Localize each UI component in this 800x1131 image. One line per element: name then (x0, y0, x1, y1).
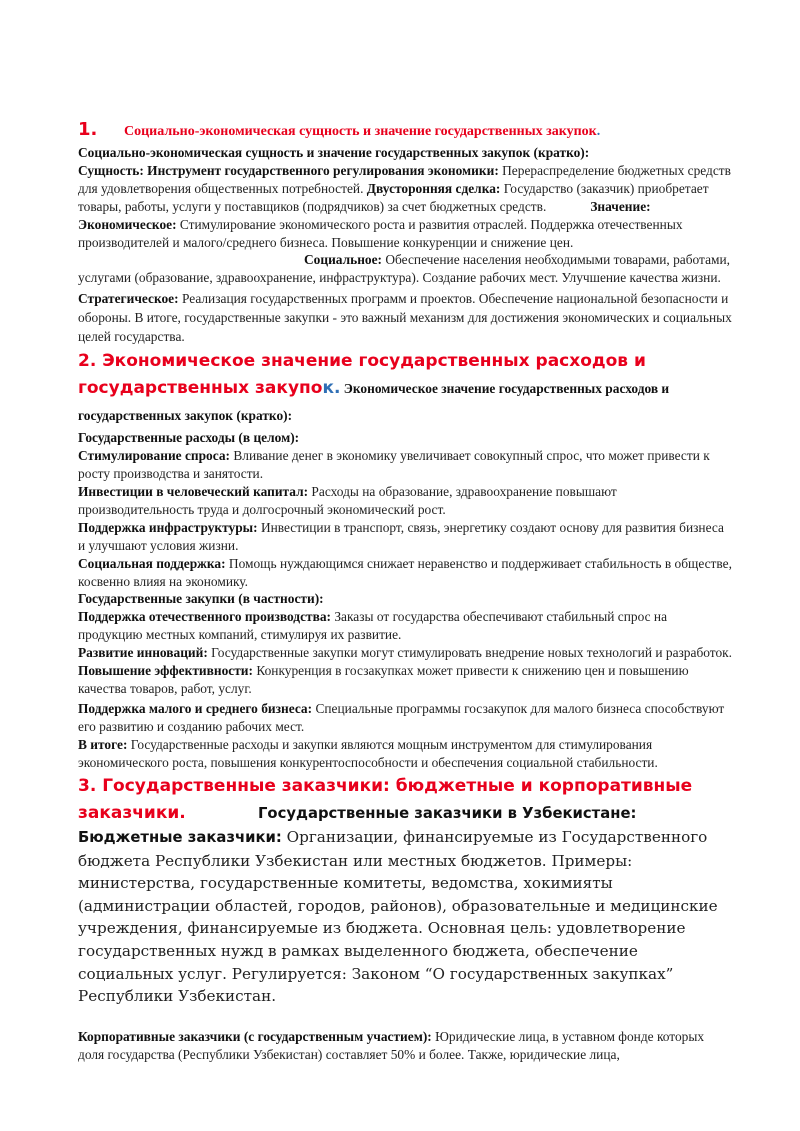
social-label: Социальное: (304, 252, 383, 268)
procure-summary: В итоге: Государственные расходы и закупки являются мощным инструментом для стимулирования экономического роста, повышения конкурентоспособности и обеспечения социальной стабильности. (78, 736, 658, 770)
section-1-heading (78, 120, 732, 142)
strategic-label: Стратегическое: (78, 291, 179, 307)
section-2-inline-title: Экономическое значение государственных расходов и государственных закупок (кратко): (78, 381, 670, 424)
section-3-title: 3. Государственные заказчики: бюджетные и корпоративные заказчики. (78, 776, 693, 824)
section-3-corporate: Корпоративные заказчики (с государственным участием): Юридические лица, в уставном фонде которых доля государства (Республики Узбекистан) составляет 50% и более. Также, юридические лица, (78, 1028, 705, 1062)
spend-header: Государственные расходы (в целом): (78, 430, 300, 446)
essence-label: Сущность: Инструмент государственного регулирования экономики: (78, 162, 499, 178)
section-1-essence: Сущность: Инструмент государственного регулирования экономики: Перераспределение бюджетных средств для удовлетворения общественных потребностей. Двусторонняя сделка: Государство (заказчик) приобретает товары, работы, услуги у поставщиков (подрядчиков) за счет бюджетных средств. Значение: Экономическое: Стимулирование экономического роста и развития отраслей. Поддержка отечественных производителей и малого/среднего бизнеса. Повышение конкуренции и снижение цен.Социальное: Обеспечение населения необходимыми товарами, работами, услугами (образование, здравоохранение, инфраструктура). Создание рабочих мест. Улучшение качества жизни. (78, 162, 731, 286)
procure-item-4: Поддержка малого и среднего бизнеса: Специальные программы госзакупок для малого бизнеса способствуют его развитию и созданию рабочих мест. (78, 700, 725, 734)
document-page (78, 120, 732, 1064)
spend-item-2: Инвестиции в человеческий капитал: Расходы на образование, здравоохранение повышают производительность труда и долгосрочный экономический рост. (78, 483, 617, 517)
procure-header: Государственные закупки (в частности): (78, 591, 324, 607)
section-3-inline-title: Государственные заказчики в Узбекистане: Бюджетные заказчики: (78, 805, 637, 847)
section-2-title: 2. Экономическое значение государственных расходов и государственных закупо (78, 351, 646, 399)
section-1-number: 1. (78, 119, 98, 140)
section-1-title: Социально-экономическая сущность и значение государственных закупок (124, 124, 597, 139)
meaning-label: Значение: Экономическое: (78, 198, 651, 232)
procure-item-1: Поддержка отечественного производства: Заказы от государства обеспечивают стабильный спрос на продукцию местных компаний, стимулируя их развитие. (78, 609, 668, 643)
section-1-strategic: Стратегическое: Реализация государственных программ и проектов. Обеспечение национальной безопасности и обороны. В итоге, государственные закупки - это важный механизм для достижения экономических и социальных целей государства. (78, 291, 732, 345)
corp-label: Корпоративные заказчики (с государственным участием): (78, 1028, 432, 1044)
section-1-subtitle: Социально-экономическая сущность и значение государственных закупок (кратко): (78, 145, 590, 160)
section-1-title-dot: . (596, 124, 601, 139)
section-3-budget: Государственные заказчики в Узбекистане: Бюджетные заказчики: Организации, финансируемые из Государственного бюджета Республики Узбекистан или местных бюджетов. Примеры: министерства, государственные комитеты, ведомства, хокимияты (администрации областей, городов, районов), образовательные и медицинские учреждения, финансируемые из бюджета. Основная цель: удовлетворение государственных нужд в рамках выделенного бюджета, обеспечение социальных услуг. Регулируется: Законом “О государственных закупках” Республики Узбекистан. (78, 805, 718, 1006)
section-2-heading (78, 348, 732, 429)
procure-item-2: Развитие инноваций: Государственные закупки могут стимулировать внедрение новых технологий и разработок. (78, 645, 732, 661)
spend-item-4: Социальная поддержка: Помощь нуждающимся снижает неравенство и поддерживает стабильность в обществе, косвенно влияя на экономику. (78, 555, 732, 589)
spend-item-3: Поддержка инфраструктуры: Инвестиции в транспорт, связь, энергетику создают основу для развития бизнеса и улучшают условия жизни. (78, 519, 724, 553)
procure-item-3: Повышение эффективности: Конкуренция в госзакупках может привести к снижению цен и повышению качества товаров, работ, услуг. (78, 663, 689, 696)
deal-label: Двусторонняя сделка: (363, 180, 501, 196)
section-2-title-end: к. (322, 378, 341, 399)
spend-item-1: Стимулирование спроса: Вливание денег в экономику увеличивает совокупный спрос, что может привести к росту производства и занятости. (78, 448, 710, 482)
